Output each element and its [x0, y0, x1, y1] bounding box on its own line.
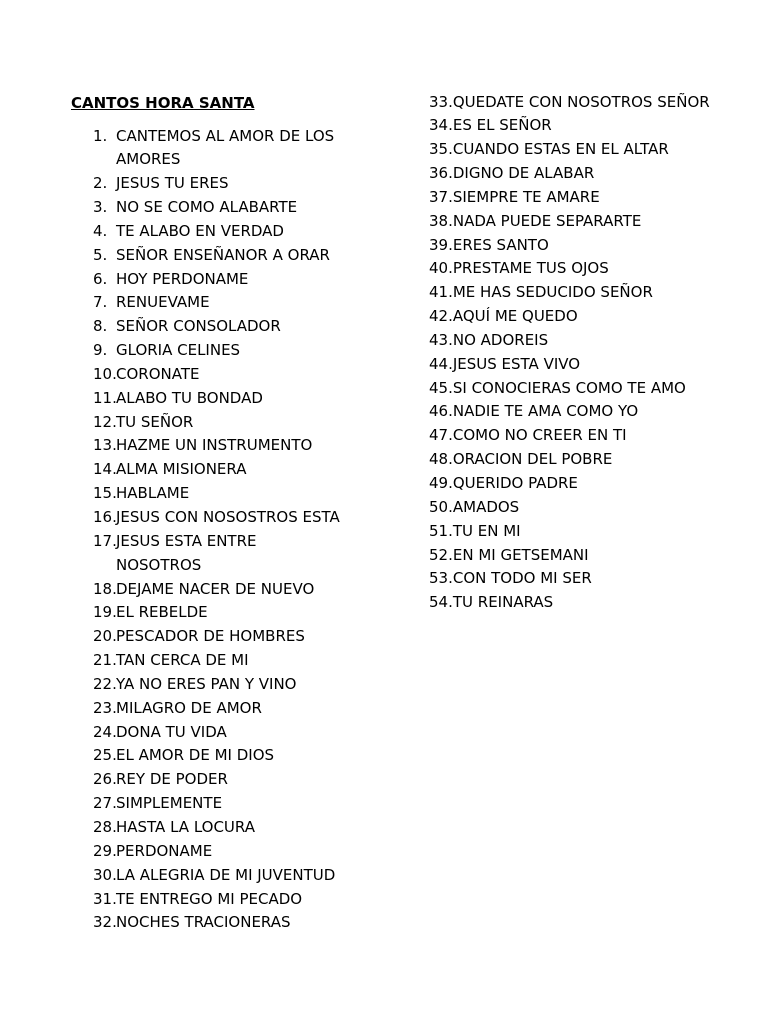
- song-title: LA ALEGRIA DE MI JUVENTUD: [116, 865, 336, 884]
- song-number: 40.: [429, 259, 453, 278]
- song-number: 33.: [429, 92, 453, 111]
- song-title: NADIE TE AMA COMO YO: [452, 402, 639, 421]
- song-number: 2.: [93, 174, 108, 193]
- song-title: PRESTAME TUS OJOS: [452, 259, 609, 278]
- song-number: 6.: [93, 269, 108, 288]
- song-list-item: [429, 210, 749, 234]
- song-title: ORACION DEL POBRE: [452, 450, 613, 469]
- song-number: 7.: [93, 293, 108, 312]
- song-number: 51.: [429, 521, 453, 540]
- song-list-item: [429, 544, 749, 568]
- song-list-item: [429, 353, 749, 377]
- song-title: SIEMPRE TE AMARE: [452, 187, 600, 206]
- song-number: 21.: [93, 651, 117, 670]
- song-title: JESUS ESTA ENTRE NOSOTROS: [116, 531, 257, 574]
- song-number: 48.: [429, 450, 453, 469]
- song-number: 29.: [93, 841, 117, 860]
- song-title: AMADOS: [452, 497, 520, 516]
- song-list-item: [429, 138, 749, 162]
- song-title: EN MI GETSEMANI: [452, 545, 589, 564]
- song-number: 13.: [93, 436, 117, 455]
- song-number: 28.: [93, 817, 117, 836]
- song-number: 42.: [429, 307, 453, 326]
- song-list-item: [93, 697, 393, 721]
- song-list-item: [429, 496, 749, 520]
- song-number: 12.: [93, 412, 117, 431]
- song-title: CORONATE: [116, 364, 200, 383]
- song-number: 35.: [429, 140, 453, 159]
- song-list-item: [429, 186, 749, 210]
- song-title: NO ADOREIS: [452, 330, 549, 349]
- song-list-item: [93, 172, 393, 196]
- song-number: 5.: [93, 245, 108, 264]
- song-number: 47.: [429, 426, 453, 445]
- song-number: 52.: [429, 545, 453, 564]
- song-list-item: [429, 281, 749, 305]
- song-title: NOCHES TRACIONERAS: [116, 913, 291, 932]
- song-list-item: [93, 125, 393, 173]
- song-number: 49.: [429, 474, 453, 492]
- song-number: 9.: [93, 341, 108, 360]
- song-list-item: [93, 888, 393, 912]
- song-number: 19.: [93, 603, 117, 622]
- song-list-item: [93, 196, 393, 220]
- song-list-item: [93, 363, 393, 387]
- song-number: 3.: [93, 198, 108, 217]
- song-title: GLORIA CELINES: [116, 341, 241, 360]
- song-list-item: [93, 315, 393, 339]
- song-number: 44.: [429, 354, 453, 373]
- song-list-item: [93, 911, 393, 935]
- song-list-item: [93, 768, 393, 792]
- song-number: 54.: [429, 593, 453, 612]
- song-title: EL AMOR DE MI DIOS: [116, 746, 275, 765]
- song-number: 23.: [93, 698, 117, 717]
- song-list-item: [93, 578, 393, 602]
- song-title: DIGNO DE ALABAR: [452, 164, 595, 183]
- song-title: QUERIDO PADRE: [452, 474, 578, 492]
- song-title: MILAGRO DE AMOR: [116, 698, 262, 717]
- song-number: 25.: [93, 746, 117, 765]
- song-title: NADA PUEDE SEPARARTE: [452, 211, 642, 230]
- song-list-item: [93, 411, 393, 435]
- song-number: 1.: [93, 126, 108, 145]
- song-title: SEÑOR ENSEÑANOR A ORAR: [116, 245, 330, 264]
- song-title: COMO NO CREER EN TI: [452, 426, 627, 445]
- song-title: ALMA MISIONERA: [116, 460, 247, 479]
- song-title: ALABO TU BONDAD: [116, 388, 263, 407]
- song-title: TU REINARAS: [452, 593, 554, 612]
- song-title: PESCADOR DE HOMBRES: [116, 627, 305, 646]
- song-list-item: [93, 506, 393, 530]
- song-list-item: [93, 816, 393, 840]
- song-list-item: [429, 448, 749, 472]
- song-title: ME HAS SEDUCIDO SEÑOR: [452, 283, 653, 302]
- song-title: QUEDATE CON NOSOTROS SEÑOR: [452, 92, 710, 111]
- document-title: CANTOS HORA SANTA: [71, 94, 255, 112]
- song-title: HOY PERDONAME: [116, 269, 249, 288]
- song-title: REY DE PODER: [116, 770, 228, 789]
- song-title: CON TODO MI SER: [452, 569, 592, 588]
- song-list-item: [93, 458, 393, 482]
- song-number: 16.: [93, 508, 117, 526]
- song-list-item: [93, 268, 393, 292]
- song-list-item: [93, 601, 393, 625]
- song-number: 8.: [93, 317, 108, 336]
- song-number: 22.: [93, 674, 117, 693]
- song-list-item: [429, 424, 749, 448]
- song-list-item: [429, 257, 749, 281]
- song-list-column-1: [93, 125, 393, 936]
- song-list-item: [429, 400, 749, 424]
- song-number: 43.: [429, 330, 453, 349]
- song-number: 37.: [429, 187, 453, 206]
- song-number: 46.: [429, 402, 453, 421]
- song-title: ES EL SEÑOR: [452, 116, 552, 135]
- song-title: TE ALABO EN VERDAD: [116, 221, 284, 240]
- song-number: 15.: [93, 484, 117, 503]
- song-list-item: [93, 792, 393, 816]
- song-title: SEÑOR CONSOLADOR: [116, 317, 281, 336]
- song-list-item: [93, 744, 393, 768]
- song-title: DONA TU VIDA: [116, 722, 227, 741]
- song-number: 32.: [93, 913, 117, 932]
- song-number: 53.: [429, 569, 453, 588]
- song-title: HASTA LA LOCURA: [116, 817, 255, 836]
- song-list-item: [93, 291, 393, 315]
- song-list-column-2: [429, 91, 749, 616]
- song-number: 11.: [93, 388, 117, 407]
- song-number: 26.: [93, 770, 117, 789]
- song-title: SI CONOCIERAS COMO TE AMO: [452, 378, 686, 397]
- song-title: TE ENTREGO MI PECADO: [116, 889, 303, 908]
- song-list-item: [93, 864, 393, 888]
- song-title: JESUS TU ERES: [116, 174, 229, 193]
- song-title: YA NO ERES PAN Y VINO: [116, 674, 297, 693]
- song-number: 36.: [429, 164, 453, 183]
- song-list-item: [429, 305, 749, 329]
- song-number: 18.: [93, 579, 117, 598]
- song-number: 38.: [429, 211, 453, 230]
- song-title: RENUEVAME: [116, 293, 210, 312]
- song-title: SIMPLEMENTE: [116, 794, 223, 813]
- song-list-item: [429, 377, 749, 401]
- song-list-item: [93, 387, 393, 411]
- song-title: JESUS CON NOSOSTROS ESTA: [116, 508, 340, 526]
- song-title: HAZME UN INSTRUMENTO: [116, 436, 313, 455]
- song-title: AQUÍ ME QUEDO: [452, 307, 578, 326]
- song-number: 10.: [93, 364, 117, 383]
- song-title: EL REBELDE: [116, 603, 208, 622]
- song-list-item: [93, 530, 393, 578]
- song-number: 45.: [429, 378, 453, 397]
- song-list-item: [429, 114, 749, 138]
- song-title: TAN CERCA DE MI: [116, 651, 249, 670]
- song-number: 27.: [93, 794, 117, 813]
- song-number: 14.: [93, 460, 117, 479]
- song-title: ERES SANTO: [452, 235, 549, 254]
- song-title: CUANDO ESTAS EN EL ALTAR: [452, 140, 669, 159]
- song-list-item: [93, 625, 393, 649]
- song-list-item: [429, 234, 749, 258]
- song-number: 17.: [93, 531, 117, 550]
- song-list-item: [93, 434, 393, 458]
- song-list-item: [93, 649, 393, 673]
- song-title: HABLAME: [116, 484, 190, 503]
- song-list-item: [429, 567, 749, 591]
- song-title: PERDONAME: [116, 841, 213, 860]
- song-number: 39.: [429, 235, 453, 254]
- song-list-item: [93, 673, 393, 697]
- song-list-item: [93, 220, 393, 244]
- song-number: 20.: [93, 627, 117, 646]
- song-title: NO SE COMO ALABARTE: [116, 198, 298, 217]
- song-number: 41.: [429, 283, 453, 302]
- song-title: TU SEÑOR: [116, 412, 194, 431]
- song-number: 24.: [93, 722, 117, 741]
- song-list-item: [429, 329, 749, 353]
- song-number: 4.: [93, 221, 108, 240]
- song-list-item: [93, 244, 393, 268]
- song-list-item: [429, 472, 749, 496]
- song-list-item: [93, 339, 393, 363]
- song-list-item: [429, 91, 749, 115]
- song-number: 34.: [429, 116, 453, 135]
- song-list-item: [429, 591, 749, 615]
- song-title: TU EN MI: [452, 521, 521, 540]
- song-number: 50.: [429, 497, 453, 516]
- song-list-item: [93, 840, 393, 864]
- song-number: 31.: [93, 889, 117, 908]
- song-title: JESUS ESTA VIVO: [452, 354, 581, 373]
- song-number: 30.: [93, 865, 117, 884]
- song-list-item: [93, 721, 393, 745]
- song-title: DEJAME NACER DE NUEVO: [116, 579, 315, 598]
- song-title: CANTEMOS AL AMOR DE LOS AMORES: [116, 126, 335, 169]
- song-list-item: [429, 520, 749, 544]
- song-list-item: [429, 162, 749, 186]
- song-list-item: [93, 482, 393, 506]
